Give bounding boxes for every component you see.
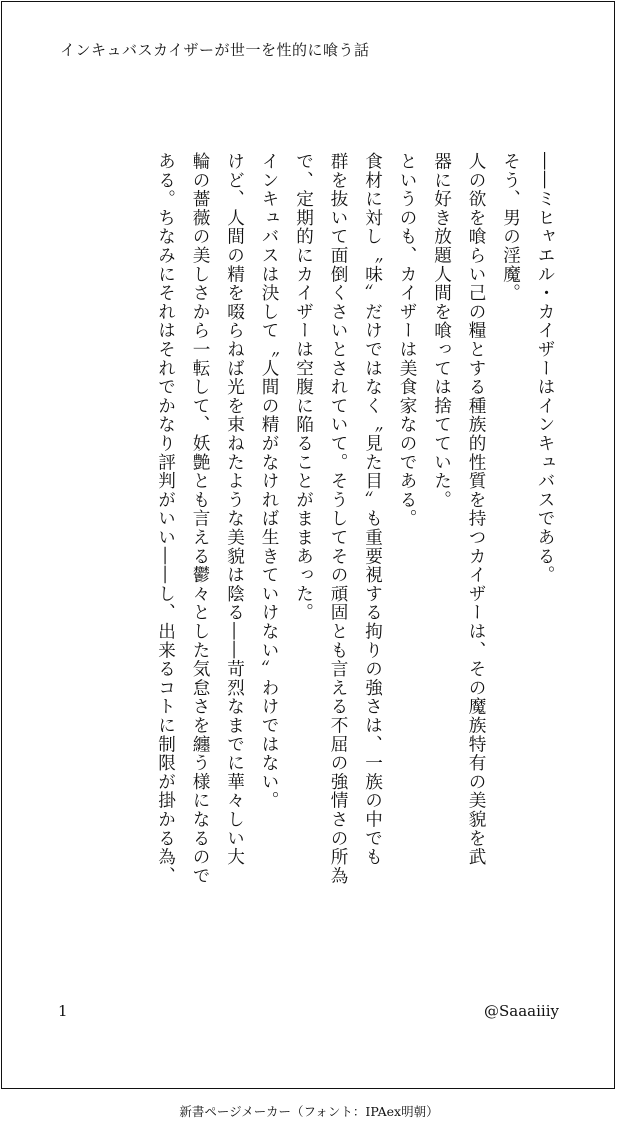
text-line: そう、男の淫魔。	[500, 152, 521, 303]
author-handle: @Saaaiiiy	[484, 1002, 559, 1020]
page-frame	[1, 1, 615, 1089]
text-line: というのも、カイザーは美食家なのである。	[397, 152, 417, 528]
text-line: ある。ちなみにそれはそれでかなり評判がいい――し、出来るコトに制限が掛かる為、	[155, 152, 176, 886]
footer-credit: 新書ページメーカー（フォント：IPAex明朝）	[179, 1104, 439, 1119]
page-number: 1	[58, 1002, 68, 1020]
body-text	[62, 152, 562, 932]
text-line: 器に好き放題人間を喰っては捨てていた。	[431, 152, 452, 510]
text-line: 輪の薔薇の美しさから一転して、妖艶とも言える鬱々とした気怠さを纏う様になるので	[190, 152, 210, 886]
text-line: 食材に対し〝味〟だけではなく〝見た目〟も重要視する拘りの強さは、一族の中でも	[362, 152, 383, 867]
text-line: 人の欲を喰らい己の糧とする種族的性質を持つカイザーは、その魔族特有の美貌を武	[466, 152, 486, 867]
text-line: けど、人間の精を啜らねば光を束ねたような美貌は陰る――苛烈なまでに華々しい大	[224, 152, 245, 867]
text-line: ――ミヒャエル・カイザーはインキュバスである。	[535, 152, 555, 585]
text-line: インキュバスは決して〝人間の精がなければ生きていけない〟わけではない。	[259, 152, 279, 810]
text-line: で、定期的にカイザーは空腹に陥ることがままあった。	[293, 152, 314, 622]
text-line: 群を抜いて面倒くさいとされていて。そうしてその頑固とも言える不屈の強情さの所為	[328, 152, 348, 886]
page-title: インキュバスカイザーが世一を性的に喰う話	[60, 41, 370, 59]
